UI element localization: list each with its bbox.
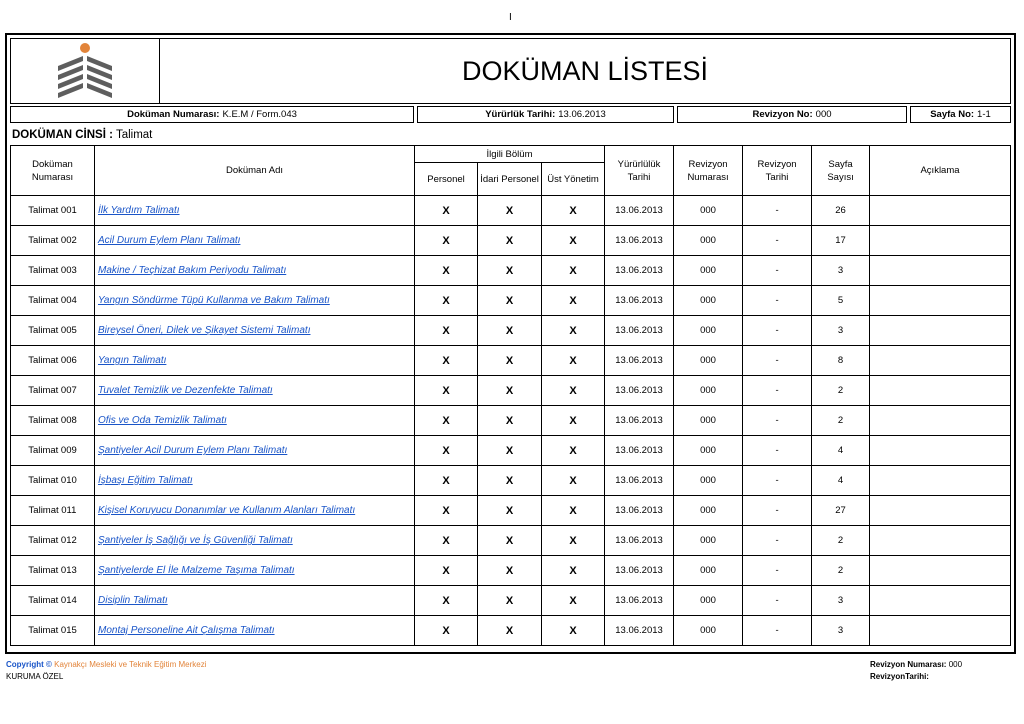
cell-top-mgmt: X	[542, 286, 605, 316]
doc-type-label: DOKÜMAN CİNSİ :	[12, 129, 113, 141]
table-row	[11, 286, 1011, 316]
cell-admin: X	[478, 286, 542, 316]
cell-doc-name	[95, 286, 415, 316]
cell-revision-date: -	[743, 346, 812, 376]
cell-revision-no: 000	[674, 316, 743, 346]
cell-revision-no: 000	[674, 556, 743, 586]
cell-revision-date: -	[743, 316, 812, 346]
header-doc-no: Doküman Numarası	[11, 146, 95, 196]
table-row	[11, 616, 1011, 646]
doc-type-value: Talimat	[115, 129, 153, 141]
cell-top-mgmt: X	[542, 256, 605, 286]
cell-page-count: 2	[812, 526, 870, 556]
cell-personnel: X	[415, 316, 478, 346]
cell-top-mgmt: X	[542, 466, 605, 496]
cell-doc-name	[95, 436, 415, 466]
table-row	[11, 466, 1011, 496]
cell-effective-date: 13.06.2013	[605, 346, 674, 376]
cell-effective-date: 13.06.2013	[605, 406, 674, 436]
cell-notes	[870, 376, 1011, 406]
cell-top-mgmt: X	[542, 196, 605, 226]
cell-revision-date: -	[743, 196, 812, 226]
cell-admin: X	[478, 526, 542, 556]
document-link[interactable]: Yangın Söndürme Tüpü Kullanma ve Bakım Talimatı	[98, 295, 330, 306]
cell-doc-no: Talimat 010	[11, 466, 95, 496]
meta-effective-value: 13.06.2013	[558, 109, 606, 120]
cell-doc-name	[95, 406, 415, 436]
meta-doc-no-label: Doküman Numarası:	[127, 109, 220, 120]
cell-admin: X	[478, 256, 542, 286]
table-row	[11, 436, 1011, 466]
cell-doc-name	[95, 346, 415, 376]
document-link[interactable]: Kişisel Koruyucu Donanımlar ve Kullanım Alanları Talimatı	[98, 505, 356, 516]
cell-revision-date: -	[743, 466, 812, 496]
document-link[interactable]: Şantiyeler İş Sağlığı ve İş Güvenliği Talimatı	[98, 535, 293, 546]
cell-admin: X	[478, 316, 542, 346]
cell-notes	[870, 286, 1011, 316]
document-link[interactable]: Disiplin Talimatı	[98, 595, 168, 606]
cell-effective-date: 13.06.2013	[605, 616, 674, 646]
table-row	[11, 256, 1011, 286]
header-admin: İdari Personel	[478, 163, 542, 196]
cell-personnel: X	[415, 496, 478, 526]
cell-personnel: X	[415, 586, 478, 616]
meta-revision-value: 000	[815, 109, 832, 120]
header-revision-no: Revizyon Numarası	[674, 146, 743, 196]
cell-effective-date: 13.06.2013	[605, 196, 674, 226]
cell-effective-date: 13.06.2013	[605, 556, 674, 586]
cell-doc-no: Talimat 005	[11, 316, 95, 346]
header-related: İlgili Bölüm	[415, 146, 605, 163]
cell-page-count: 2	[812, 376, 870, 406]
footer-right	[870, 659, 962, 683]
cell-revision-no: 000	[674, 466, 743, 496]
table-row	[11, 586, 1011, 616]
cell-notes	[870, 346, 1011, 376]
cell-doc-no: Talimat 001	[11, 196, 95, 226]
cell-effective-date: 13.06.2013	[605, 586, 674, 616]
cell-revision-date: -	[743, 406, 812, 436]
cell-effective-date: 13.06.2013	[605, 436, 674, 466]
cell-effective-date: 13.06.2013	[605, 496, 674, 526]
cell-notes	[870, 406, 1011, 436]
document-link[interactable]: Acil Durum Eylem Planı Talimatı	[98, 235, 241, 246]
document-link[interactable]: Bireysel Öneri, Dilek ve Şikayet Sistemi Talimatı	[98, 325, 311, 336]
cell-doc-no: Talimat 013	[11, 556, 95, 586]
cell-admin: X	[478, 226, 542, 256]
cell-doc-name	[95, 496, 415, 526]
cell-doc-name	[95, 616, 415, 646]
cell-effective-date: 13.06.2013	[605, 316, 674, 346]
cell-doc-name	[95, 466, 415, 496]
meta-page	[910, 106, 1011, 123]
cell-revision-date: -	[743, 376, 812, 406]
document-header	[10, 38, 1011, 104]
cell-revision-no: 000	[674, 226, 743, 256]
meta-page-value: 1-1	[977, 109, 991, 120]
cell-doc-no: Talimat 007	[11, 376, 95, 406]
header-notes: Açıklama	[870, 146, 1011, 196]
cell-admin: X	[478, 496, 542, 526]
cell-page-count: 3	[812, 586, 870, 616]
table-row	[11, 556, 1011, 586]
cell-admin: X	[478, 586, 542, 616]
cell-doc-name	[95, 256, 415, 286]
cell-doc-no: Talimat 003	[11, 256, 95, 286]
header-revision-date: Revizyon Tarihi	[743, 146, 812, 196]
cell-notes	[870, 526, 1011, 556]
cell-page-count: 4	[812, 466, 870, 496]
cell-revision-date: -	[743, 616, 812, 646]
header-doc-name: Doküman Adı	[95, 146, 415, 196]
cell-top-mgmt: X	[542, 556, 605, 586]
document-table	[10, 145, 1011, 646]
cell-revision-no: 000	[674, 586, 743, 616]
meta-page-label: Sayfa No:	[930, 109, 975, 120]
cell-effective-date: 13.06.2013	[605, 256, 674, 286]
cell-personnel: X	[415, 466, 478, 496]
document-frame	[5, 33, 1016, 654]
cell-notes	[870, 556, 1011, 586]
cell-doc-no: Talimat 012	[11, 526, 95, 556]
cell-revision-date: -	[743, 556, 812, 586]
table-row	[11, 406, 1011, 436]
cell-personnel: X	[415, 346, 478, 376]
cell-top-mgmt: X	[542, 346, 605, 376]
cell-admin: X	[478, 466, 542, 496]
cell-effective-date: 13.06.2013	[605, 226, 674, 256]
cell-doc-no: Talimat 009	[11, 436, 95, 466]
cell-personnel: X	[415, 526, 478, 556]
meta-revision	[677, 106, 907, 123]
meta-effective-label: Yürürlük Tarihi:	[485, 109, 556, 120]
footer-revision-no-value: 000	[948, 660, 963, 669]
cell-revision-no: 000	[674, 406, 743, 436]
cell-admin: X	[478, 406, 542, 436]
cell-notes	[870, 616, 1011, 646]
cell-page-count: 2	[812, 406, 870, 436]
cell-top-mgmt: X	[542, 406, 605, 436]
cell-doc-no: Talimat 008	[11, 406, 95, 436]
cell-doc-name	[95, 526, 415, 556]
cell-doc-name	[95, 196, 415, 226]
cell-revision-no: 000	[674, 286, 743, 316]
cell-doc-no: Talimat 011	[11, 496, 95, 526]
meta-doc-no-value: K.E.M / Form.043	[222, 109, 297, 120]
cell-notes	[870, 586, 1011, 616]
cell-doc-no: Talimat 015	[11, 616, 95, 646]
cell-page-count: 3	[812, 316, 870, 346]
cell-revision-date: -	[743, 436, 812, 466]
cell-revision-date: -	[743, 286, 812, 316]
cell-revision-no: 000	[674, 616, 743, 646]
cell-revision-no: 000	[674, 346, 743, 376]
header-effective-date: Yürürlülük Tarihi	[605, 146, 674, 196]
cell-admin: X	[478, 196, 542, 226]
cell-revision-no: 000	[674, 496, 743, 526]
cell-notes	[870, 466, 1011, 496]
cell-effective-date: 13.06.2013	[605, 526, 674, 556]
cell-top-mgmt: X	[542, 616, 605, 646]
cell-revision-date: -	[743, 586, 812, 616]
cell-page-count: 5	[812, 286, 870, 316]
document-link[interactable]: Makine / Teçhizat Bakım Periyodu Talimatı	[98, 265, 287, 276]
organization-logo-icon	[50, 41, 120, 101]
cell-doc-no: Talimat 006	[11, 346, 95, 376]
cell-page-count: 26	[812, 196, 870, 226]
cell-admin: X	[478, 556, 542, 586]
cell-revision-no: 000	[674, 376, 743, 406]
cell-top-mgmt: X	[542, 316, 605, 346]
cell-notes	[870, 256, 1011, 286]
cell-doc-name	[95, 226, 415, 256]
cell-doc-no: Talimat 004	[11, 286, 95, 316]
document-meta	[10, 106, 1011, 123]
document-link[interactable]: Tuvalet Temizlik ve Dezenfekte Talimatı	[98, 385, 273, 396]
document-link[interactable]: Şantiyeler Acil Durum Eylem Planı Talimatı	[98, 445, 288, 456]
cell-top-mgmt: X	[542, 496, 605, 526]
document-title: DOKÜMAN LİSTESİ	[461, 55, 709, 86]
cell-doc-name	[95, 376, 415, 406]
cell-admin: X	[478, 616, 542, 646]
cell-revision-date: -	[743, 226, 812, 256]
cell-personnel: X	[415, 376, 478, 406]
table-row	[11, 226, 1011, 256]
header-top-mgmt: Üst Yönetim	[542, 163, 605, 196]
document-link[interactable]: Ofis ve Oda Temizlik Talimatı	[98, 415, 227, 426]
cell-doc-no: Talimat 002	[11, 226, 95, 256]
cell-top-mgmt: X	[542, 526, 605, 556]
meta-doc-no	[10, 106, 414, 123]
document-link[interactable]: Montaj Personeline Ait Çalışma Talimatı	[98, 625, 275, 636]
cell-top-mgmt: X	[542, 436, 605, 466]
cell-effective-date: 13.06.2013	[605, 286, 674, 316]
page-mark: I	[509, 12, 512, 23]
cell-notes	[870, 496, 1011, 526]
cell-effective-date: 13.06.2013	[605, 466, 674, 496]
doc-type	[12, 129, 152, 141]
cell-personnel: X	[415, 556, 478, 586]
cell-top-mgmt: X	[542, 376, 605, 406]
cell-top-mgmt: X	[542, 226, 605, 256]
cell-doc-name	[95, 316, 415, 346]
cell-personnel: X	[415, 286, 478, 316]
meta-effective-date	[417, 106, 674, 123]
cell-page-count: 27	[812, 496, 870, 526]
cell-doc-no: Talimat 014	[11, 586, 95, 616]
cell-revision-date: -	[743, 256, 812, 286]
cell-personnel: X	[415, 256, 478, 286]
cell-page-count: 3	[812, 256, 870, 286]
cell-revision-no: 000	[674, 436, 743, 466]
document-link[interactable]: İlk Yardım Talimatı	[98, 205, 180, 216]
cell-page-count: 3	[812, 616, 870, 646]
cell-revision-date: -	[743, 526, 812, 556]
cell-admin: X	[478, 346, 542, 376]
document-link[interactable]: Şantiyelerde El İle Malzeme Taşıma Talimatı	[98, 565, 295, 576]
table-row	[11, 316, 1011, 346]
cell-page-count: 17	[812, 226, 870, 256]
table-row	[11, 196, 1011, 226]
cell-page-count: 4	[812, 436, 870, 466]
table-row	[11, 526, 1011, 556]
cell-personnel: X	[415, 196, 478, 226]
confidentiality-label: KURUMA ÖZEL	[6, 672, 64, 681]
copyright-label: Copyright ©	[6, 660, 52, 669]
cell-top-mgmt: X	[542, 586, 605, 616]
cell-personnel: X	[415, 436, 478, 466]
document-link[interactable]: İşbaşı Eğitim Talimatı	[98, 475, 193, 486]
footer-left	[6, 659, 206, 683]
cell-personnel: X	[415, 226, 478, 256]
cell-personnel: X	[415, 616, 478, 646]
footer-revision-date-label: RevizyonTarihi:	[870, 672, 929, 681]
cell-page-count: 2	[812, 556, 870, 586]
cell-notes	[870, 436, 1011, 466]
footer-revision-no-label: Revizyon Numarası:	[870, 660, 947, 669]
cell-doc-name	[95, 556, 415, 586]
cell-revision-date: -	[743, 496, 812, 526]
cell-notes	[870, 316, 1011, 346]
cell-notes	[870, 196, 1011, 226]
table-row	[11, 376, 1011, 406]
logo-cell	[11, 39, 160, 103]
cell-revision-no: 000	[674, 196, 743, 226]
cell-personnel: X	[415, 406, 478, 436]
cell-revision-no: 000	[674, 526, 743, 556]
cell-notes	[870, 226, 1011, 256]
header-personnel: Personel	[415, 163, 478, 196]
cell-doc-name	[95, 586, 415, 616]
header-page-count: Sayfa Sayısı	[812, 146, 870, 196]
cell-admin: X	[478, 436, 542, 466]
cell-effective-date: 13.06.2013	[605, 376, 674, 406]
table-row	[11, 496, 1011, 526]
cell-admin: X	[478, 376, 542, 406]
cell-page-count: 8	[812, 346, 870, 376]
cell-revision-no: 000	[674, 256, 743, 286]
meta-revision-label: Revizyon No:	[752, 109, 813, 120]
document-link[interactable]: Yangın Talimatı	[98, 355, 167, 366]
table-row	[11, 346, 1011, 376]
organization-name: Kaynakçı Mesleki ve Teknik Eğitim Merkezi	[54, 660, 207, 669]
